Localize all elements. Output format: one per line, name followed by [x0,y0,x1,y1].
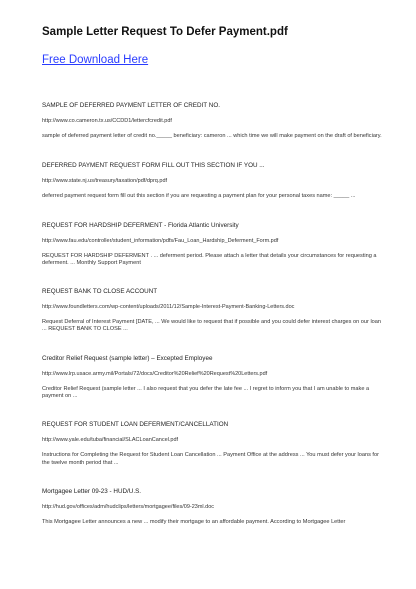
entry-description: deferred payment request form fill out this section if you are requesting a payment plan for your personal taxes name: _____ ... [42,193,356,200]
result-entry [42,355,382,401]
result-entry [42,102,382,140]
entry-url: http://www.fau.edu/controller/student_information/pdfs/Fau_Loan_Hardship_Deferment_Form.pdf [42,237,279,244]
document-title: Sample Letter Request To Defer Payment.pdf [42,26,288,38]
entry-description: sample of deferred payment letter of credit no._____ beneficiary: cameron ... which time we will make payment on the draft of beneficiary. [42,133,382,139]
result-entry [42,421,382,467]
entry-title: SAMPLE OF DEFERRED PAYMENT LETTER OF CREDIT NO. [42,102,220,109]
result-entry [42,488,382,526]
result-entry [42,288,382,334]
entry-title: DEFERRED PAYMENT REQUEST FORM FILL OUT THIS SECTION IF YOU ... [42,162,265,170]
entry-description: REQUEST FOR HARDSHIP DEFERMENT . ... deferment period. Please attach a letter that details your circumstances for requesting a deferment. ... Monthly Support Payment [42,252,377,266]
entry-title: REQUEST BANK TO CLOSE ACCOUNT [42,288,158,296]
entry-url: http://hud.gov/offices/adm/hudclips/letters/mortgagee/files/09-23ml.doc [42,503,215,510]
entry-description: Request Deferral of Interest Payment [DATE, ... We would like to request that if possible and you could defer interest charges on our loan ... REQUEST BANK TO CLOSE ... [42,319,382,333]
entry-title: REQUEST FOR HARDSHIP DEFERMENT - Florida Atlantic University [42,221,239,229]
entry-description: This Mortgagee Letter announces a new ... modify their mortgage to an affordable payment. According to Mortgagee Letter [42,518,346,525]
result-entry [42,162,382,200]
entry-title: Mortgagee Letter 09-23 - HUD/U.S. [42,487,142,495]
entry-url: http://www.state.nj.us/treasury/taxation/pdf/dprq.pdf [42,178,168,185]
entry-description: Creditor Relief Request (sample letter ... I also request that you defer the late fee ... I regret to inform you that I am unable to make a payment on ... [42,385,370,400]
entry-title: REQUEST FOR STUDENT LOAN DEFERMENT/CANCELLATION [42,421,229,429]
entry-description: Instructions for Completing the Request for Student Loan Cancellation ... Payment Office at the address ... You must defer your loans for the twelve month period that ... [42,452,379,466]
result-entry [42,222,382,268]
entry-url: http://www.yale.edu/tuba/financial/SLACLoanCancel.pdf [42,437,179,444]
entry-url: http://www.foundletters.com/wp-content/uploads/2011/12/Sample-Interest-Payment-Banking-Letters.doc [42,304,295,311]
entry-url: http://www.lrp.usace.army.mil/Portals/72/docs/Creditor%20Relief%20Request%20Letters.pdf [42,370,268,377]
free-download-link[interactable]: Free Download Here [42,54,149,66]
entry-url: http://www.co.cameron.tx.us/CCDD1/lettercfcredit.pdf [42,118,172,124]
entry-title: Creditor Relief Request (sample letter) – Excepted Employee [42,354,213,362]
